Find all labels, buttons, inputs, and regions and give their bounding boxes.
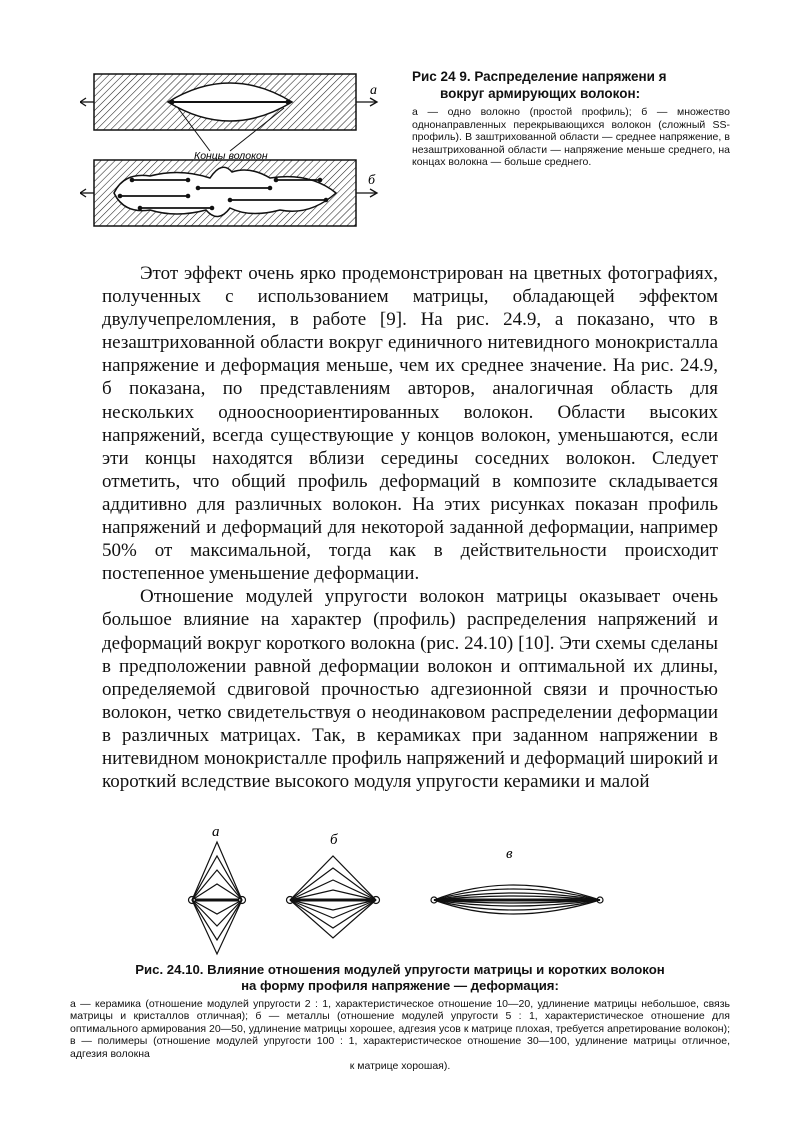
- figure-24-9-caption-title: [412, 68, 730, 102]
- figure-24-10-drawing: [180, 820, 610, 960]
- figure-24-10-caption: [70, 962, 730, 1072]
- figure-24-10-label-a: а: [212, 824, 220, 840]
- profile-polymers: [431, 885, 603, 914]
- figure-24-10-caption-title: [70, 962, 730, 994]
- paragraph-1: Этот эффект очень ярко продемонстрирован на цветных фотографиях, полученных с использованием матрицы, обладающей эффектом двулучепреломления, в работе [9]. На рис. 24.9, а показано, что в незаштрихованной области вокруг единичного нитевидного монокристалла напряжение и деформация меньше, чем их среднее значение. На рис. 24.9, б показана, по представлениям авторов, аналогичная область для нескольких одноосноориентированных волокон. Области высоких напряжений, всегда существующие у концов волокон, уменьшаются, если эти концы находятся вблизи середины соседних волокон. Следует отметить, что общий профиль деформаций в композите складывается аддитивно для различных волокон. На этих рисунках показан профиль напряжений и деформаций для некоторой заданной деформации, например 50% от максимальной, тогда как в действительности происходит постепенное уменьшение деформации.: [102, 263, 718, 585]
- figure-24-10-label-b: б: [330, 832, 338, 848]
- fiber-ends-label: Концы волокон: [194, 150, 268, 162]
- figure-24-10-caption-text: [70, 998, 730, 1072]
- figure-24-9-caption: [412, 68, 730, 169]
- figure-24-9-caption-title-line2: вокруг армирующих волокон:: [440, 86, 641, 101]
- figure-24-10-label-c: в: [506, 846, 513, 862]
- figure-24-9-caption-title-line1: Рис 24 9. Распределение напряжени я: [412, 69, 667, 84]
- figure-24-10-caption-title-line1: Рис. 24.10. Влияние отношения модулей упругости матрицы и коротких волокон: [135, 962, 665, 977]
- figure-24-10-caption-title-line2: на форму профиля напряжение — деформация:: [241, 978, 559, 993]
- profile-metals: [287, 856, 380, 938]
- figure-24-9-label-a: а: [370, 83, 377, 98]
- figure-24-9-drawing: [80, 68, 380, 248]
- paragraph-2: Отношение модулей упругости волокон матрицы оказывает очень большое влияние на характер (профиль) распределения напряжений и деформаций вокруг короткого волокна (рис. 24.10) [10]. Эти схемы сделаны в предположении равной деформации волокон и оптимальной их длины, определяемой сдвиговой прочностью адгезионной связи и прочностью волокон, четко свидетельствуя о неодинаковом распределении деформации в различных матрицах. Так, в керамиках при заданном напряжении в нитевидном монокристалле профиль напряжений и деформаций широкий и короткий вследствие высокого модуля упругости керамики и малой: [102, 586, 718, 793]
- figure-24-10: [180, 820, 610, 960]
- figure-24-9: [80, 68, 380, 248]
- main-text: [102, 262, 718, 793]
- figure-24-10-caption-last-line: к матрице хорошая).: [349, 1060, 451, 1073]
- figure-24-10-caption-body: а — керамика (отношение модулей упругости 2 : 1, характеристическое отношение 10—20, удлинение матрицы небольшое, связь матрицы и кристаллов отличная); б — металлы (отношение модулей упругости 5 : 1, характеристическое отношение для оптимального армирования 20—50, удлинение матрицы хорошее, адгезия усов к матрице плохая, требуется апретирование волокон); в — полимеры (отношение модулей упругости 100 : 1, характеристическое отношение 30—100, удлинение матрицы отличное, адгезия волокна: [70, 998, 730, 1060]
- figure-24-9-label-b: б: [368, 173, 376, 188]
- figure-24-9-caption-text: а — одно волокно (простой профиль); б — множество однонаправленных перекрывающихся волокон (сложный SS-профиль). В заштрихованной области — среднее напряжение, в незаштрихованной области — напряжение меньше среднего, на концах волокна — больше среднего.: [412, 106, 730, 169]
- profile-ceramics: [189, 842, 246, 954]
